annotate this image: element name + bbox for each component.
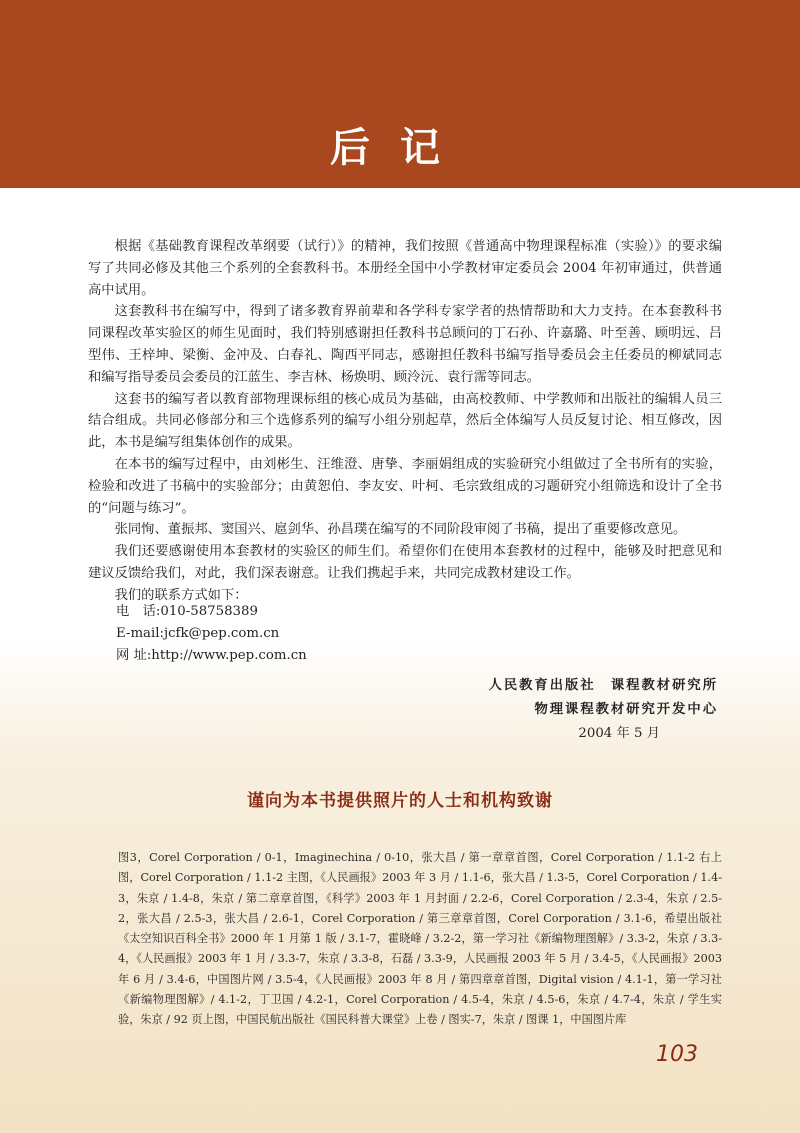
paragraph: 我们还要感谢使用本套教材的实验区的师生们。希望你们在使用本套教材的过程中，能够及时把意见和建议反馈给我们，对此，我们深表谢意。让我们携起手来，共同完成教材建设工作。 [88, 544, 722, 581]
page-title: 后记 [330, 125, 470, 171]
signature-line1: 人民教育出版社 课程教材研究所 [488, 678, 718, 693]
page-number: 103 [656, 1042, 698, 1067]
paragraph: 在本书的编写过程中，由刘彬生、汪维澄、唐挚、李丽娟组成的实验研究小组做过了全书所有的实验，检验和改进了书稿中的实验部分；由黄恕伯、李友安、叶柯、毛宗致组成的习题研究小组筛选和设计了全书的“问题与练习”。 [88, 456, 722, 516]
paragraph: 这套教科书在编写中，得到了诸多教育界前辈和各学科专家学者的热情帮助和大力支持。在本套教科书同课程改革实验区的师生见面时，我们特别感谢担任教科书总顾问的丁石孙、许嘉璐、叶至善、顾明远、吕型伟、王梓坤、梁衡、金冲及、白春礼、陶西平同志，感谢担任教科书编写指导委员会主任委员的柳斌同志和编写指导委员会委员的江蓝生、李吉林、杨焕明、顾泠沅、袁行霈等同志。 [88, 304, 722, 385]
contact-phone: 电 话:010-58758389 [116, 604, 258, 619]
paragraph: 张同恂、董振邦、窦国兴、扈剑华、孙昌璞在编写的不同阶段审阅了书稿，提出了重要修改意见。 [114, 522, 687, 538]
paragraph: 根据《基础教育课程改革纲要（试行）》的精神，我们按照《普通高中物理课程标准（实验）》的要求编写了共同必修及其他三个系列的全套教科书。本册经全国中小学教材审定委员会 2004 年初审通过，供普通高中试用。 [88, 239, 722, 298]
contact-info [116, 601, 307, 666]
acknowledgement-title: 谨向为本书提供照片的人士和机构致谢 [247, 791, 553, 811]
signature-block [489, 674, 718, 746]
paragraph: 这套书的编写者以教育部物理课标组的核心成员为基础，由高校教师、中学教师和出版社的编辑人员三结合组成。共同必修部分和三个选修系列的编写小组分别起草，然后全体编写人员反复讨论、相互修改，因此，本书是编写组集体创作的成果。 [88, 391, 722, 451]
paragraph: 我们的联系方式如下： [114, 587, 248, 603]
afterword-body [88, 236, 722, 607]
contact-email[interactable]: E-mail:jcfk@pep.com.cn [116, 625, 280, 641]
photo-credits: 图3，Corel Corporation / 0-1，Imaginechina / 0-10，张大昌 / 第一章章首图，Corel Corporation / 1.1-2 右上图，Corel Corporation / 1.1-2 主图，《人民画报》2003 年 3 月 / 1.1-6，张大昌 / 1.3-5，Corel Corporation / 1.4-3，朱京 / 1.4-8，朱京 / 第二章章首图，《科学》2003 年 1 月封面 / 2.2-6，Corel Corporation / 2.3-4，朱京 / 2.5-2，张大昌 / 2.5-3，张大昌 / 2.6-1，Corel Corporation / 第三章章首图，Corel Corporation / 3.1-6，希望出版社《太空知识百科全书》2000 年 1 月第 1 版 / 3.1-7，霍晓峰 / 3.2-2，第一学习社《新编物理图解》/ 3.3-2，朱京 / 3.3-4，《人民画报》2003 年 1 月 / 3.3-7，朱京 / 3.3-8，石磊 / 3.3-9，人民画报 2003 年 5 月 / 3.4-5，《人民画报》2003 年 6 月 / 3.4-6，中国图片网 / 3.5-4，《人民画报》2003 年 8 月 / 第四章章首图，Digital vision / 4.1-1，第一学习社《新编物理图解》/ 4.1-2，丁卫国 / 4.2-1，Corel Corporation / 4.5-4，朱京 / 4.5-6，朱京 / 4.7-4，朱京 / 学生实验，朱京 / 92 页上图，中国民航出版社《国民科普大课堂》上卷 / 图实-7，朱京 / 图课 1，中国图片库 [118, 851, 722, 1027]
signature-date: 2004 年 5 月 [578, 726, 660, 741]
signature-line2: 物理课程教材研究开发中心 [534, 702, 718, 717]
contact-website[interactable]: 网 址:http://www.pep.com.cn [116, 647, 307, 663]
header-banner [0, 0, 800, 188]
